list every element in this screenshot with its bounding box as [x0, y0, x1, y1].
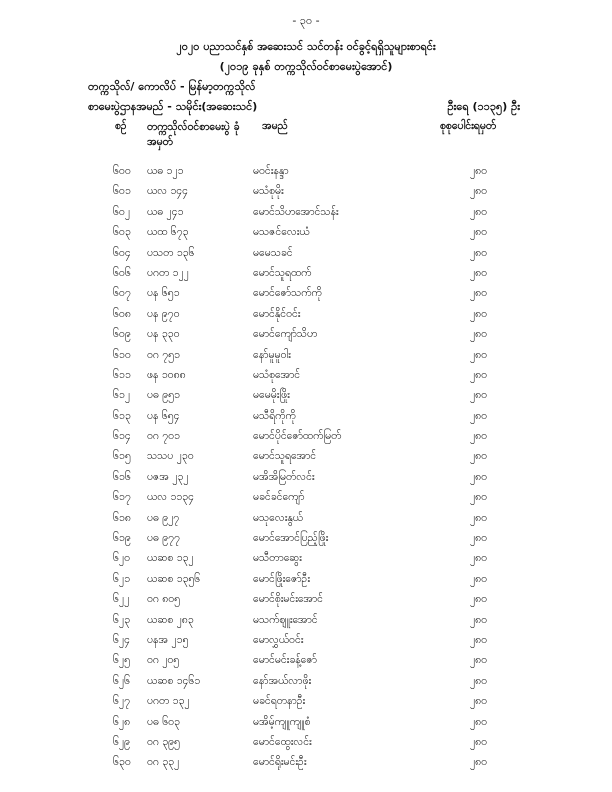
row-number: ၆၁၃ [113, 409, 131, 422]
table-row [0, 675, 612, 695]
row-mark: ၂၈၀ [470, 185, 488, 198]
row-name: မအိမ့်ကျူကျူစံ [253, 715, 311, 728]
row-number: ၆၀၃ [113, 226, 131, 239]
table-row [0, 450, 612, 470]
row-number: ၆၂၄ [113, 633, 130, 646]
row-roll-no: ဝဂ ၂၀၅ [147, 654, 180, 667]
row-mark: ၂၈၀ [470, 430, 488, 443]
row-number: ၆၀၇ [113, 287, 131, 300]
table-row [0, 369, 612, 389]
table-header [0, 120, 612, 150]
exam-center-label: စာမေးပွဲဌာနအမည် - သမိုင်း(အဆေးသင်) [88, 100, 258, 113]
row-mark: ၂၈၀ [470, 368, 488, 381]
row-name: မသီရိကိုကို [253, 409, 296, 422]
row-roll-no: ယဓ ၁၂၁ [147, 165, 184, 177]
university-label: တက္ကသိုလ်/ ကောလိပ် - မြန်မာ့တက္ကသိုလ် [88, 80, 256, 93]
row-mark: ၂၈၀ [470, 593, 488, 606]
row-mark: ၂၈၀ [470, 450, 488, 463]
row-number: ၆၁၇ [113, 491, 131, 504]
row-mark: ၂၈၀ [470, 205, 488, 218]
table-row [0, 736, 612, 756]
row-number: ၆၀၈ [113, 307, 131, 320]
row-name: မောင်ဇော်သက်ကို [253, 287, 322, 300]
row-name: မောင်ပိုင်ဇော်ထက်မြတ် [253, 430, 342, 443]
row-roll-no: သသပ ၂၃၀ [147, 450, 194, 463]
row-name: မဝင်းနန္ဒာ [253, 165, 289, 177]
row-number: ၆၂၂ [113, 593, 130, 606]
row-number: ၆၀၂ [113, 205, 130, 218]
row-roll-no: ပန ၆၅၄ [147, 409, 180, 422]
table-row [0, 349, 612, 369]
table-row [0, 308, 612, 328]
table-row [0, 532, 612, 552]
table-row [0, 695, 612, 715]
row-name: မအိအိမြတ်လင်း [253, 470, 315, 483]
row-number: ၆၁၄ [113, 430, 131, 443]
row-roll-no: ပန ၆၅၁ [147, 287, 180, 300]
row-name: မခင်ခင်ကျော် [253, 491, 305, 504]
row-mark: ၂၈၀ [470, 226, 488, 239]
table-row [0, 430, 612, 450]
row-name: မောင်ထွေးလင်း [253, 735, 312, 748]
row-roll-no: ယလ ၁၁၃၄ [147, 491, 194, 504]
row-number: ၆၁၉ [113, 532, 131, 545]
row-roll-no: ယဆစ ၂၈၃ [147, 613, 194, 626]
row-number: ၆၁၂ [113, 389, 130, 402]
table-row [0, 593, 612, 613]
row-roll-no: ပဓ ၉၅၁ [147, 389, 180, 402]
table-row [0, 634, 612, 654]
row-mark: ၂၈၀ [470, 572, 488, 585]
row-mark: ၂၈၀ [470, 633, 488, 646]
table-row [0, 226, 612, 246]
row-roll-no: ယဆစ ၁၃၂ [147, 552, 194, 565]
row-mark: ၂၈၀ [470, 165, 488, 177]
row-roll-no: ပဂတ ၁၃၂ [147, 695, 190, 708]
row-name: မသီတာဆွေး [253, 552, 302, 565]
row-roll-no: ပန ၉၇၀ [147, 307, 180, 320]
header-no: စဉ် [115, 120, 127, 132]
table-row [0, 552, 612, 572]
row-mark: ၂၈၀ [470, 491, 488, 504]
row-number: ၆၂၆ [113, 674, 130, 687]
row-roll-no: ပနအ ၂၁၅ [147, 633, 189, 646]
row-roll-no: ဝဂ ၇၀၁ [147, 430, 180, 443]
row-number: ၆၀၆ [113, 266, 131, 279]
row-mark: ၂၈၀ [470, 246, 488, 259]
row-name: မသံစုအောင် [253, 368, 301, 381]
table-row [0, 471, 612, 491]
row-name: မသုလေးနွယ် [253, 511, 303, 524]
row-roll-no: ဝဂ ၃၉၅ [147, 735, 180, 748]
total-count-label: ဦးရေ (၁၁၃၅) ဦး [447, 100, 520, 113]
row-name: မောင်စိုးမင်းအောင် [253, 593, 323, 606]
row-number: ၆၀၀ [113, 165, 131, 177]
header-mark: စုစုပေါင်းရမှတ် [440, 120, 497, 132]
row-number: ၆၁၅ [113, 450, 131, 463]
row-name: မောင်ဖြိုးဇော်ဦး [253, 572, 311, 585]
row-roll-no: ပဓ ၉၇၇ [147, 532, 180, 545]
row-roll-no: ပန ၃၃၀ [147, 328, 180, 341]
row-name: မောင်ကျော်သိဟ [253, 328, 318, 341]
row-name: မမေသခင် [253, 246, 293, 259]
row-mark: ၂၈၀ [470, 695, 488, 708]
row-mark: ၂၈၀ [470, 287, 488, 300]
table-row [0, 206, 612, 226]
row-number: ၆၂၀ [113, 552, 130, 565]
table-row [0, 410, 612, 430]
row-number: ၆၂၃ [113, 613, 130, 626]
row-roll-no: ဝဂ ၃၃၂ [147, 756, 180, 769]
row-roll-no: ယဓ ၂၄၁ [147, 205, 184, 218]
page-number: - ၃၀ - [292, 14, 320, 27]
row-mark: ၂၈၀ [470, 409, 488, 422]
row-name: မမေမိုးဖြိုး [253, 389, 290, 402]
row-mark: ၂၈၀ [470, 674, 488, 687]
table-row [0, 512, 612, 532]
row-number: ၆၁၈ [113, 511, 131, 524]
row-roll-no: ပဓ ၆၀၃ [147, 715, 180, 728]
row-number: ၆၃၀ [113, 756, 131, 769]
row-mark: ၂၈၀ [470, 307, 488, 320]
row-name: မောင်နိုင်ဝင်း [253, 307, 301, 320]
row-number: ၆၂၁ [113, 572, 130, 585]
row-mark: ၂၈၀ [470, 715, 488, 728]
table-row [0, 614, 612, 634]
row-mark: ၂၈၀ [470, 470, 488, 483]
row-mark: ၂၈၀ [470, 654, 488, 667]
row-name: နော်မူမူဝါး [253, 348, 291, 361]
table-row [0, 389, 612, 409]
row-mark: ၂၈၀ [470, 511, 488, 524]
row-mark: ၂၈၀ [470, 532, 488, 545]
row-number: ၆၂၈ [113, 715, 131, 728]
row-mark: ၂၈၀ [470, 552, 488, 565]
row-number: ၆၀၉ [113, 328, 131, 341]
table-row [0, 267, 612, 287]
row-name: မသဇင်လေးယံ [253, 226, 310, 239]
table-row [0, 491, 612, 511]
row-name: မောင်အောင်ပြည့်ဖြိုး [253, 532, 329, 545]
table-row [0, 328, 612, 348]
row-mark: ၂၈၀ [470, 613, 488, 626]
table-row [0, 573, 612, 593]
row-mark: ၂၈၀ [470, 389, 488, 402]
row-mark: ၂၈၀ [470, 328, 488, 341]
table-row [0, 185, 612, 205]
table-row [0, 287, 612, 307]
document-title: ၂၀၂၀ ပညာသင်နှစ် အဆေးသင် သင်တန်း ဝင်ခွင့်ရရှိသူများစာရင်း [176, 40, 436, 53]
row-number: ၆၂၇ [113, 695, 130, 708]
row-roll-no: ယထ ၆၇၃ [147, 226, 189, 239]
candidate-table [0, 165, 612, 777]
row-mark: ၂၈၀ [470, 266, 488, 279]
row-mark: ၂၈၀ [470, 348, 488, 361]
row-name: မောင်ရိုးမင်းဦး [253, 756, 307, 769]
row-name: မခင်ရတနာဦး [253, 695, 306, 708]
document-subtitle: (၂၀၁၉ ခုနှစ် တက္ကသိုလ်ဝင်စာမေးပွဲအောင်) [219, 60, 393, 73]
row-name: မသံစုမိုး [253, 185, 284, 198]
table-row [0, 654, 612, 674]
row-roll-no: ဝဂ ၈၀၅ [147, 593, 181, 606]
row-roll-no: ပသတ ၁၃၆ [147, 246, 195, 259]
row-mark: ၂၈၀ [470, 756, 488, 769]
row-name: မောလွှယ်ဝင်း [253, 633, 304, 646]
row-number: ၆၂၉ [113, 735, 130, 748]
row-name: မောင်မင်းခန့်ဇော် [253, 654, 317, 667]
row-name: မောင်သူရထက် [253, 266, 312, 279]
row-number: ၆၁၆ [113, 470, 131, 483]
header-roll-no: တက္ကသိုလ်ဝင်စာမေးပွဲ ခုံအမှတ် [147, 121, 240, 148]
row-roll-no: ယလ ၁၄၄ [147, 185, 189, 198]
row-roll-no: ပဂတ ၁၂၂ [147, 266, 189, 279]
header-name: အမည် [262, 120, 288, 132]
row-number: ၆၂၅ [113, 654, 130, 667]
row-name: မသက်ဈူးအောင် [253, 613, 318, 626]
table-row [0, 247, 612, 267]
table-row [0, 756, 612, 776]
row-roll-no: ဖန ၁၀၈၈ [147, 368, 186, 381]
row-number: ၆၁၁ [113, 368, 131, 381]
row-roll-no: ဝဂ ၇၅၁ [147, 348, 180, 361]
row-roll-no: ယဆစ ၁၃၅၆ [147, 572, 201, 585]
row-number: ၆၁၀ [113, 348, 131, 361]
row-number: ၆၀၁ [113, 185, 131, 198]
table-row [0, 165, 612, 185]
row-mark: ၂၈၀ [470, 735, 488, 748]
table-row [0, 716, 612, 736]
row-name: မောင်သူရအောင် [253, 450, 317, 463]
row-number: ၆၀၄ [113, 246, 131, 259]
row-name: နော်အယ်လာဖိုး [253, 674, 312, 687]
row-roll-no: ပဓ ၉၂၇ [147, 511, 180, 524]
row-roll-no: ပဇအ ၂၃၂ [147, 470, 189, 483]
row-roll-no: ယဆစ ၁၄၆၁ [147, 674, 201, 687]
row-name: မောင်သိဟအောင်သန်း [253, 205, 339, 218]
